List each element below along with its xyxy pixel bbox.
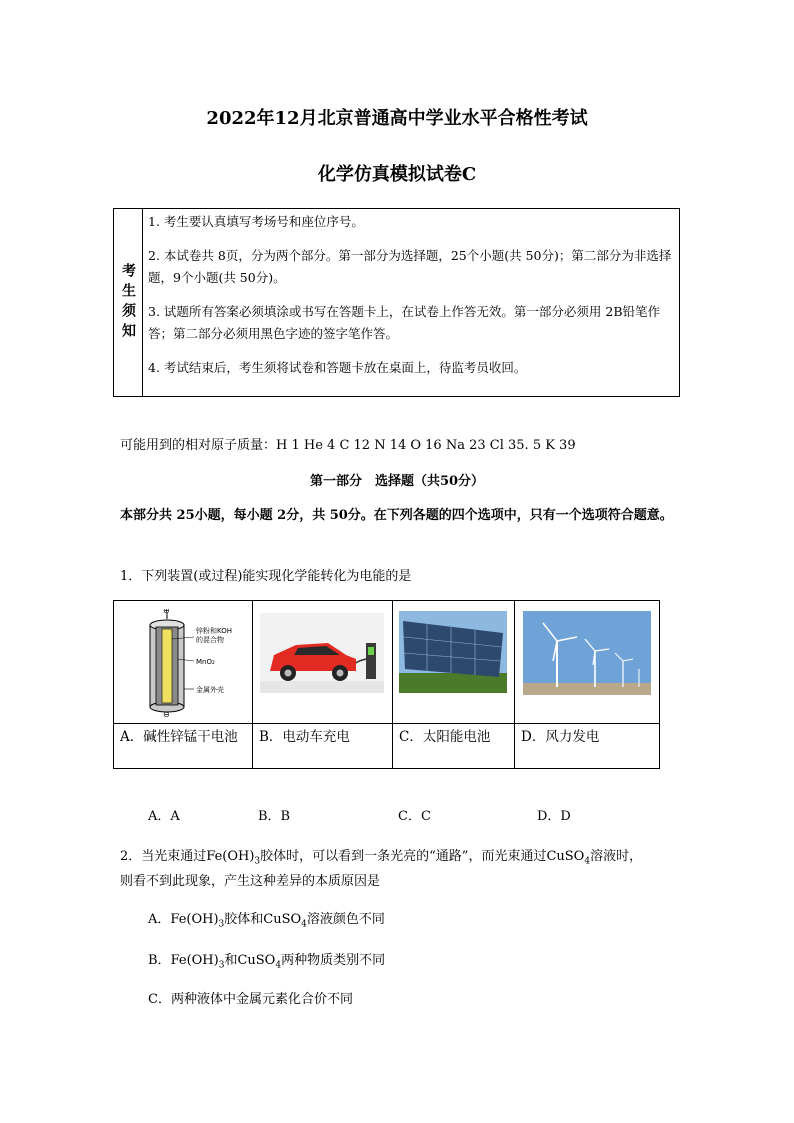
q2-option-b[interactable] (148, 949, 385, 971)
battery-label-shell: 金属外壳 (196, 686, 224, 694)
battery-diagram (122, 609, 247, 717)
q1-cell-a (114, 601, 253, 768)
q2-option-b-prefix: B． (148, 953, 171, 968)
battery-plus-label: ⊕ (163, 609, 170, 615)
ev-charging-image (260, 613, 384, 693)
q2-option-a-end: 溶液颜色不同 (306, 912, 385, 927)
q2-option-b-mid: 和 (224, 953, 238, 968)
q1-option-b-label: B．电动车充电 (253, 723, 392, 768)
battery-label-mixture: 的混合物 (196, 636, 224, 644)
battery-minus-label: ⊖ (163, 710, 170, 717)
q1-choice-d[interactable]: D．D (537, 809, 571, 824)
q2-option-b-end: 两种物质类别不同 (281, 953, 386, 968)
q2-sub-3: 3 (254, 856, 261, 867)
notice-label: 考生须知 (120, 262, 136, 343)
q1-cell-c (393, 601, 515, 768)
q1-choice-a[interactable]: A．A (148, 809, 180, 824)
battery-label-zinc: 锌粉和KOH (196, 627, 232, 635)
q2-stem-line1 (120, 845, 642, 867)
q2-formula-cu: CuSO (546, 849, 585, 864)
q1-cell-d (515, 601, 659, 768)
q2-stem-line2: 则看不到此现象，产生这种差异的本质原因是 (120, 874, 381, 889)
q1-stem: 1．下列装置(或过程)能实现化学能转化为电能的是 (120, 569, 412, 584)
notice-item-2: 2. 本试卷共 8页，分为两个部分。第一部分为选择题，25个小题(共 50分)；第二部分为非选择题，9个小题(共 50分)。 (148, 248, 672, 285)
q2-option-b-sub3: 3 (218, 960, 225, 971)
q2-option-c[interactable]: C．两种液体中金属元素化合价不同 (148, 992, 353, 1007)
q2-option-a-fe: Fe(OH) (170, 912, 219, 927)
q2-formula-fe: Fe(OH) (206, 849, 255, 864)
notice-item-3: 3. 试题所有答案必须填涂或书写在答题卡上，在试卷上作答无效。第一部分必须用 2B铅笔作答；第二部分必须用黑色字迹的签字笔作答。 (148, 304, 661, 341)
q2-stem-part2: 胶体时，可以看到一条光亮的“通路”，而光束通过 (260, 849, 547, 864)
q1-cell-b (253, 601, 393, 768)
exam-title: 2022年12月北京普通高中学业水平合格性考试 (206, 108, 588, 129)
notice-label-cell (114, 209, 143, 396)
notice-item-1: 1. 考生要认真填写考场号和座位序号。 (148, 214, 364, 229)
wind-turbine-image (523, 611, 651, 695)
q1-choice-c[interactable]: C．C (398, 809, 431, 824)
q2-stem-part3: 溶液时， (590, 849, 643, 864)
q2-option-a[interactable] (148, 908, 385, 930)
part1-instruction: 本部分共 25小题，每小题 2分，共 50分。在下列各题的四个选项中，只有一个选项符合题意。 (120, 508, 673, 523)
q1-option-d-label: D．风力发电 (515, 723, 659, 768)
q2-option-a-prefix: A． (148, 912, 171, 927)
atomic-masses: 可能用到的相对原子质量：H 1 He 4 C 12 N 14 O 16 Na 23 Cl 35. 5 K 39 (120, 438, 576, 453)
q2-option-a-sub3: 3 (218, 919, 225, 930)
battery-label-mno2: MnO₂ (196, 658, 215, 666)
q2-option-b-cu: CuSO (237, 953, 276, 968)
notice-box (113, 208, 680, 397)
notice-item-4: 4. 考试结束后，考生须将试卷和答题卡放在桌面上，待监考员收回。 (148, 360, 527, 375)
q1-image-table (113, 600, 660, 769)
q2-stem-part1: 2．当光束通过 (120, 849, 207, 864)
notice-body (148, 209, 676, 379)
q2-option-a-cu: CuSO (263, 912, 302, 927)
q1-option-a-label: A．碱性锌锰干电池 (114, 723, 252, 768)
q2-option-a-mid: 胶体和 (224, 912, 264, 927)
exam-subtitle: 化学仿真模拟试卷C (317, 164, 477, 185)
solar-panel-image (399, 611, 507, 693)
q2-option-a-sub4: 4 (301, 919, 307, 930)
part1-heading: 第一部分 选择题（共50分） (309, 474, 485, 489)
q2-sub-4: 4 (584, 856, 591, 867)
q2-option-b-sub4: 4 (275, 960, 282, 971)
q1-choice-b[interactable]: B．B (258, 809, 291, 824)
q1-option-c-label: C．太阳能电池 (393, 723, 514, 768)
q2-option-b-fe: Fe(OH) (170, 953, 219, 968)
